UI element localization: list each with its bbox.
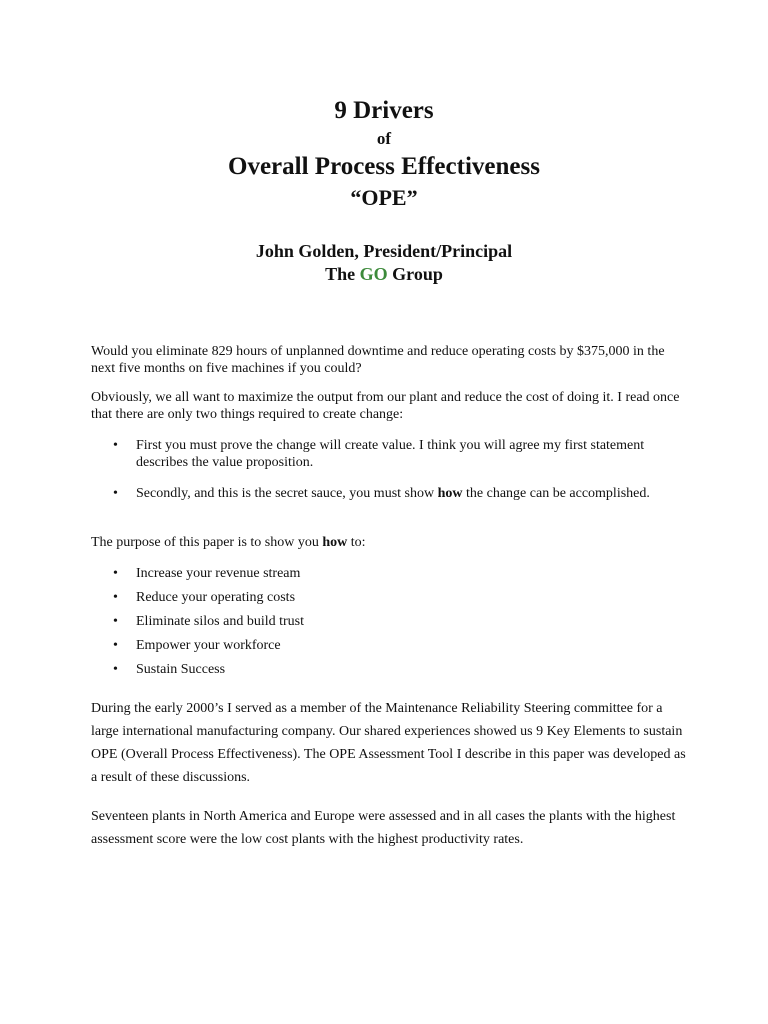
author-group-suffix: Group: [387, 264, 443, 284]
list-item: • Increase your revenue stream: [91, 565, 691, 582]
list-item: • Sustain Success: [91, 661, 691, 678]
list-item-text-before: Secondly, and this is the secret sauce, you must show: [136, 486, 438, 501]
list-item: [91, 437, 691, 471]
list-item: • Empower your workforce: [91, 637, 691, 654]
paragraph-2: Obviously, we all want to maximize the output from our plant and reduce the cost of doing it. I read once that there are only two things required to create change:: [91, 390, 680, 422]
author-group-prefix: The: [325, 264, 360, 284]
author-group-highlight: GO: [359, 264, 388, 284]
paragraph-5: Seventeen plants in North America and Europe were assessed and in all cases the plants with the highest assessment score were the low cost plants with the highest productivity rates.: [91, 809, 676, 847]
title-line-4: “OPE”: [350, 185, 418, 210]
paragraph-3-after: to:: [347, 535, 366, 550]
paragraph-1: Would you eliminate 829 hours of unplanned downtime and reduce operating costs by $375,000 in the next five months on five machines if you could?: [91, 344, 665, 376]
bullet-list-2: [91, 565, 691, 678]
list-item-text: First you must prove the change will create value. I think you will agree my first statement describes the value proposition.: [136, 438, 645, 470]
list-item-text-bold: how: [437, 486, 463, 501]
bullet-list-1: [91, 437, 691, 502]
title-line-1: 9 Drivers: [334, 97, 434, 124]
paragraph-3: [91, 534, 691, 551]
author-block: [0, 240, 768, 286]
author-name: John Golden, President/Principal: [255, 241, 513, 261]
title-line-2: of: [376, 129, 392, 148]
paragraph-3-before: The purpose of this paper is to show you: [91, 535, 323, 550]
list-item: • Eliminate silos and build trust: [91, 613, 691, 630]
list-item: • Reduce your operating costs: [91, 589, 691, 606]
paragraph-4: During the early 2000’s I served as a member of the Maintenance Reliability Steering committee for a large international manufacturing company. Our shared experiences showed us 9 Key Elements to sustain OPE (Overall Process Effectiveness). The OPE Assessment Tool I describe in this paper was developed as a result of these discussions.: [91, 701, 686, 785]
paragraph-3-bold: how: [322, 535, 348, 550]
list-item: [91, 485, 691, 502]
title-line-3: Overall Process Effectiveness: [228, 153, 540, 180]
list-item-text-after: the change can be accomplished.: [462, 486, 650, 501]
title-block: [0, 94, 768, 212]
author-group: [0, 263, 768, 286]
